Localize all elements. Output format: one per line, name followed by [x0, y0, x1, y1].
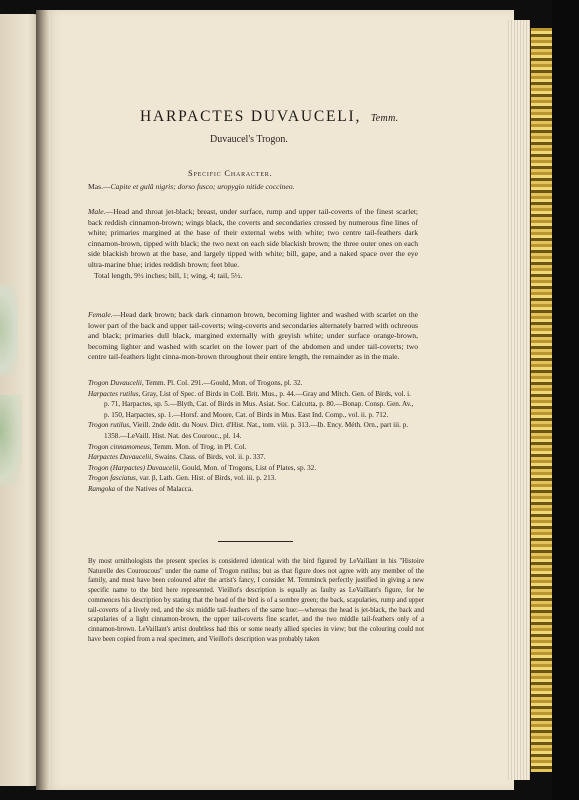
species-latin-name: HARPACTES DUVAUCELI, — [140, 108, 362, 125]
reference-citation: Gray, List of Spec. of Birds in Coll. Brit. Mus., p. 44.—Gray and Mitch. Gen. of Birds, vol. i. p. 71, Harpactes, sp. 5.—Blyth, Cat. of Birds in Mus. Asiat. Soc. Calcutta, p. 80.—Bonap. Consp. Gen. Av., p. 150, Harpactes, sp. 1.—Horsf. and Moore, Cat. of Birds in Mus. East Ind. Comp., vol. ii. p. 712. — [104, 389, 414, 419]
male-label: Male. — [88, 207, 106, 216]
reference-species: Trogon rutilus, — [88, 421, 131, 430]
reference-species: Ramgoka — [88, 484, 116, 493]
common-name: Duvaucel's Trogon. — [210, 134, 288, 145]
reference-entry — [88, 463, 418, 474]
reference-species: Trogon (Harpactes) Duvaucelii, — [88, 463, 181, 472]
reference-entry — [88, 452, 418, 463]
facing-plate-foliage — [0, 285, 18, 375]
reference-entry — [88, 378, 418, 389]
reference-citation: Gould, Mon. of Trogons, List of Plates, sp. 32. — [181, 463, 317, 472]
male-measurements: Total length, 9½ inches; bill, 1; wing, 4; tail, 5½. — [94, 270, 243, 280]
mas-label: Mas.— — [88, 182, 111, 191]
reference-citation: Temm. Pl. Col. 291.—Gould, Mon. of Trogons, pl. 32. — [145, 379, 303, 387]
reference-entry — [88, 420, 418, 441]
reference-species: Trogon Duvaucelii, — [88, 379, 144, 387]
gilt-edge — [530, 28, 554, 772]
section-heading: Specific Character. — [188, 168, 273, 178]
reference-citation: Temm. Mon. of Trog. in Pl. Col. — [153, 442, 247, 451]
reference-citation: Vieill. 2nde édit. du Nouv. Dict. d'Hist. Nat., tom. viii. p. 313.—Ib. Ency. Méth. Orn., part iii. p. 1358.—LeVaill. Hist. Nat. des Courouc., pl. 14. — [104, 421, 409, 440]
notes-paragraph: By most ornithologists the present species is considered identical with the bird figured by LeVaillant in his "Histoire Naturelle des Couroucous" under the name of Trogon rutilus; but as that figure does not agree with any member of the family, and must have been coloured after the artist's fancy, I consider M. Temminck perfectly justified in giving a new specific name to the bird here represented. Vieillot's description is equally as faulty as LeVaillant's figure, for he commences his description by stating that the head of the bird is of a sombre green; the back, scapularies, rump and upper tail-coverts of a lively red, and the six middle tail-feathers of the same hue:—whereas the head is jet-black, the back and scapularies of a light cinnamon-brown, the upper tail-coverts fine scarlet, and the two middle tail-feathers only of a cinnamon-brown. LeVaillant's artist doubtless had this or some nearly allied species in view; but the colouring could not have been copied from a real specimen, and Vieillot's description was probably taken — [88, 558, 424, 643]
species-authority: Temm. — [370, 113, 399, 124]
synonymy-list — [88, 378, 418, 495]
binding-shadow — [552, 0, 579, 800]
female-label: Female. — [88, 310, 113, 319]
male-description — [88, 207, 418, 281]
female-text: —Head dark brown; back dark cinnamon brown, becoming lighter and washed with scarlet on the lower part of the back and upper tail-coverts; wing-coverts and secondaries alternately barred with ochreous and black; primaries dull black, margined externally with greyish white; under surface orange-brown, becoming lighter and washed with scarlet on the lower part of the abdomen and under tail-coverts; two centre tail-feathers light cinna-mon-brown throughout their entire length, the remainder as in the male. — [88, 310, 418, 362]
section-divider — [218, 541, 293, 542]
reference-species: Trogon fasciatus, — [88, 474, 138, 483]
reference-entry — [88, 473, 418, 484]
reference-entry — [88, 442, 418, 453]
male-text: —Head and throat jet-black; breast, under surface, rump and upper tail-coverts of the finest scarlet; back reddish cinnamon-brown; wings black, the coverts and secondaries crossed by numerous fine lines of white; primaries margined at the base of their external webs with white; two centre tail-feathers dark cinnamon-brown, tipped with black; the two next on each side blackish brown; the three outer ones on each side blackish brown at the base, and largely tipped with white; bill, gape, and a naked space over the eye ultra-marine blue; irides reddish brown; feet blue. — [88, 207, 418, 269]
reference-citation: of the Natives of Malacca. — [116, 484, 193, 493]
mas-description — [88, 182, 418, 193]
reference-entry — [88, 484, 418, 495]
reference-species: Harpactes rutilus, — [88, 389, 141, 398]
facing-plate-foliage-lower — [0, 395, 22, 485]
mas-text: Capite et gulâ nigris; dorso fusco; uropygio nitide coccineo. — [110, 182, 295, 191]
reference-entry — [88, 389, 418, 421]
reference-citation: Swains. Class. of Birds, vol. ii. p. 337. — [154, 453, 266, 462]
female-description — [88, 310, 418, 363]
page-edges — [508, 20, 530, 780]
book-gutter — [36, 10, 50, 790]
reference-species: Harpactes Duvaucelii, — [88, 453, 154, 462]
reference-species: Trogon cinnamomeus, — [88, 442, 152, 451]
reference-citation: var. β, Lath. Gen. Hist. of Birds, vol. iii. p. 213. — [139, 474, 277, 483]
species-title — [140, 108, 440, 126]
